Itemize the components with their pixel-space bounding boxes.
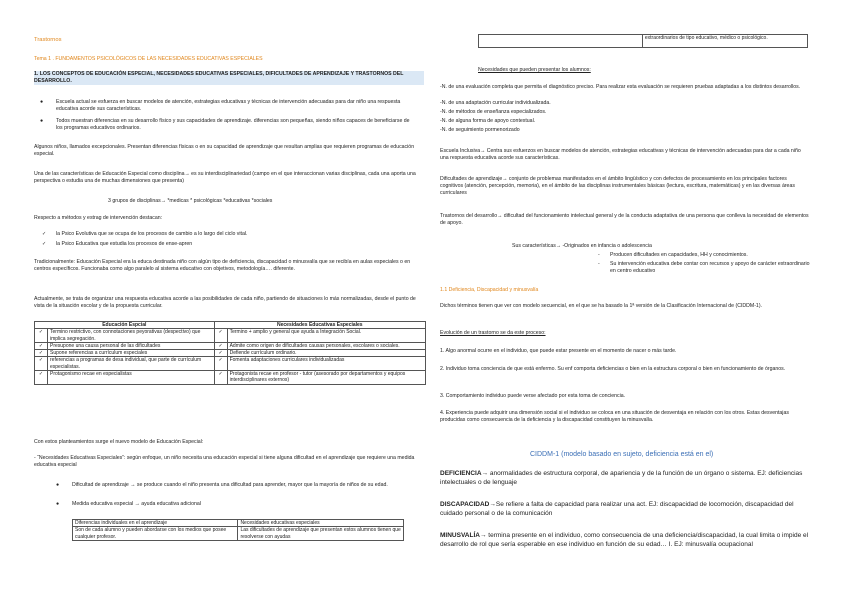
inclusive-school: Escuela Inclusiva→ Centra sus esfuerzos en buscar modelos de atención, estrategias educativas y técnicas de intervención adecuadas para dar a cada niño una respuesta educativa acorde sus características. <box>440 148 801 161</box>
learning-difficulties: Dificultades de aprendizaje→ conjunto de problemas manifestados en el ámbito lingüístico y con defectos de procesamiento en los principales factores cognitivos (atención, percepción, memoria), en el ámbito de las disciplinas instrumentales básicas (lectura, escritura, matemáticas) y en las diversas áreas curriculares <box>440 176 795 196</box>
check-icon: ✓ <box>35 371 48 385</box>
process-step: 2. Individuo toma conciencia de que está enfermo. Su enf comporta deficiencias o bien en la estructura corporal o bien en funcionamiento de órganos. <box>440 366 786 372</box>
table-cell: Termino + amplio y general que ayuda a Integración Social. <box>227 329 425 343</box>
need-item: -N. de una evaluación completa que permita el diagnóstico preciso. Para realizar esta evaluación se requieren pruebas adaptadas a los distintos desarrollos. <box>440 84 801 90</box>
process-step: 3. Comportamiento individuo puede verse afectado por esta toma de conciencia. <box>440 393 626 399</box>
need-item: -N. de seguimiento pormenorizado <box>440 127 520 133</box>
table-row <box>35 350 426 357</box>
need-item: -N. de alguna forma de apoyo contextual. <box>440 118 536 124</box>
table-cell: Las dificultades de aprendizaje que presentan estos alumnos tienen que resolverse con ayudas <box>238 527 404 541</box>
table-header-2: Necesidades educativas especiales <box>238 520 404 527</box>
definition-deficiency: DEFICIENCIA→ anormalidades de estructura corporal, de apariencia y de la función de un órgano o sistema. EJ: deficiencias intelectuales o de lenguaje <box>440 470 803 486</box>
check-icon: ✓ <box>214 350 227 357</box>
table-row <box>73 527 404 541</box>
table-cell: Protagonismo recae en especialistas <box>48 371 215 385</box>
bullet-learning-difficulty: ● Dificultad de aprendizaje → se produce cuando el niño presenta una dificultad para aprender, mayor que la mayoría de niños de su edad. <box>56 482 388 488</box>
table-cell: Defiende currículum ordinario. <box>227 350 425 357</box>
paragraph-exceptional: Algunos niños, llamados excepcionales. Presentan diferencias físicas o en su capacidad de aprendizaje que resultan amplias que requieren programas de educación especial. <box>34 144 415 157</box>
check-item-1: ✓ la Psico Evolutiva que se ocupa de los procesos de cambio a lo largo del ciclo vital. <box>42 231 248 237</box>
table-cell: extraordinarios de tipo educativo, médico o psicológico. <box>642 35 807 48</box>
table-header-1: Diferencias individuales en el aprendizaje <box>73 520 238 527</box>
cidd-paragraph: Dichos términos tienen que ver con modelo secuencial, en el que se ha basado la 1ª versión de la Clasificación Internacional de (CIDDM-1). <box>440 303 762 309</box>
paragraph-interdisciplinary: Una de las características de Educación Especial como disciplina→ es su interdisciplinariedad (campo en el que interaccionan varias disciplinas, cada una aporta una perspectiva o estudia una de muchas dimensiones que presenta) <box>34 171 416 184</box>
bullet-2: ● Todos muestran diferencias en su desarrollo físico y sus capacidades de aprendizaje. diferencias son pequeñas, siendo niños capaces de beneficiarse de los programas educativos ordinarios. <box>40 118 410 131</box>
table-row <box>35 342 426 349</box>
model-title: CIDDM-1 (modelo basado en sujeto, deficiencia está en el) <box>530 451 714 458</box>
table-cell: Protagonista recae en profesor - tutor (asesorado por departamentos y equipos interdisciplinares externos) <box>227 371 425 385</box>
table-row <box>479 35 808 48</box>
feature-item: - Producen dificultades en capacidades, HH y conocimientos. <box>598 252 748 258</box>
check-icon: ✓ <box>214 371 227 385</box>
definition-disability: DISCAPACIDAD→Se refiere a falta de capacidad para realizar una act. EJ: discapacidad de locomoción, discapacidad del cuidado personal o de la comunicación <box>440 501 794 517</box>
feature-item: - Su intervención educativa debe contar con recursos y apoyo de carácter extraordinario en centro educativo <box>598 261 810 274</box>
bullet-special-measure: ● Medida educativa especial → ayuda educativa adicional <box>56 501 201 507</box>
table-row <box>35 371 426 385</box>
developmental-disorders: Trastornos del desarrollo→ dificultad del funcionamiento intelectual general y de la conducta adaptativa de una persona que conlleva la necesidad de elementos de apoyo. <box>440 213 809 226</box>
table-cell: Termino restrictivo, con connotaciones peyorativas (despectivo) que implica segregación. <box>48 329 215 343</box>
check-icon: ✓ <box>35 357 48 371</box>
table-cell: Fomenta adaptaciones curriculares individualizadas <box>227 357 425 371</box>
topic-heading: Tema 1 . FUNDAMENTOS PSICOLÓGICOS DE LAS NECESIDADES EDUCATIVAS ESPECIALES <box>34 56 263 62</box>
check-item-2: ✓ la Psico Educativa que estudia los procesos de ense-apren <box>42 241 193 247</box>
definition-handicap: MINUSVALÍA→ termina presente en el individuo, como consecuencia de una deficiencia/discapacidad, la cual limita o impide el desarrollo de rol que sería esperable en ese individuo en función de su edad… I. EJ: minusvalía ocupacional <box>440 532 809 548</box>
table-cell: Presupone una causa personal de las dificultades <box>48 342 215 349</box>
differences-table <box>72 519 404 541</box>
continued-table <box>478 34 808 48</box>
document-title: Trastornos <box>34 37 62 43</box>
disciplines-groups: 3 grupos de disciplinas→ *medicas * psicológicas *educativas *sociales <box>108 198 273 204</box>
table-header-1: Educación Espcial <box>35 322 215 329</box>
table-header-2: Necesidades Educativas Especiales <box>214 322 425 329</box>
subsection-heading: 1.1 Deficiencia, Discapacidad y minusvalía <box>440 287 539 293</box>
table-cell <box>479 35 643 48</box>
table-cell: Admite como origen de dificultades causas personales, escolares o sociales. <box>227 342 425 349</box>
needs-heading: Necesidades que pueden presentar los alumnos: <box>478 67 591 73</box>
check-icon: ✓ <box>35 329 48 343</box>
need-item: -N. de métodos de enseñanza especializados. <box>440 109 547 115</box>
features-label: Sus características→ -Originados en infancia o adolescencia <box>512 243 652 249</box>
table-row <box>35 329 426 343</box>
process-step: 1. Algo anormal ocurre en el individuo, que puede estar presente en el momento de nacer o más tarde. <box>440 348 677 354</box>
paragraph-traditional: Tradicionalmente: Educación Especial era la educa destinada niño con algún tipo de deficiencia, discapacidad o minusvalía que se recibía en aulas especiales o en centros específicos. Funcionaba como algo paralelo al sistema educativo con objetivos, metodología…. diferente. <box>34 259 411 272</box>
nee-definition: - “Necesidades Educativas Especiales”: según enfoque, un niño necesita una educación especial si tiene alguna dificultad en el aprendizaje que requiere una medida educativa especial <box>34 455 415 468</box>
table-cell: Supone referencias a currículum especiales <box>48 350 215 357</box>
process-step: 4. Experiencia puede adquirir una dimensión social si el individuo se coloca en una situación de desventaja en relación con los otros. Estas desventajas producidas como consecuencia de la deficiencia y la discapacidad constituyen la minusvalía. <box>440 410 789 423</box>
paragraph-current: Actualmente, se trata de organizar una respuesta educativa acorde a las posibilidades de cada niño, partiendo de situaciones lo más normalizadas, desde el punto de vista de la situación escolar y de la propuesta curricular. <box>34 296 416 309</box>
methods-intro: Respecto a métodos y estrag de intervención destacan: <box>34 215 163 221</box>
evolution-heading: Evolución de un trastorno se da este proceso: <box>440 330 546 336</box>
table-row <box>35 357 426 371</box>
table-cell: referencias a programas de desa individual, que parte de currículum especialistas. <box>48 357 215 371</box>
after-table-text: Con estos planteamientos surge el nuevo modelo de Educación Especial: <box>34 439 204 445</box>
section-heading: 1. LOS CONCEPTOS DE EDUCACIÓN ESPECIAL, NECESIDADES EDUCATIVAS ESPECIALES, DIFICULTADES DE APRENDIZAJE Y TRASTORNOS DEL DESARROLLO. <box>34 71 424 85</box>
check-icon: ✓ <box>214 342 227 349</box>
need-item: -N. de una adaptación curricular individualizada. <box>440 100 551 106</box>
check-icon: ✓ <box>214 329 227 343</box>
check-icon: ✓ <box>35 350 48 357</box>
check-icon: ✓ <box>214 357 227 371</box>
check-icon: ✓ <box>35 342 48 349</box>
bullet-1: ● Escuela actual se esfuerza en buscar modelos de atención, estrategias educativas y técnicas de intervención adecuadas para dar niño una respuesta educativa acorde sus características. <box>40 99 401 112</box>
table-cell: Son de cada alumno y pueden abordarse con los medios que posee cualquier profesor. <box>73 527 238 541</box>
comparison-table <box>34 321 426 385</box>
